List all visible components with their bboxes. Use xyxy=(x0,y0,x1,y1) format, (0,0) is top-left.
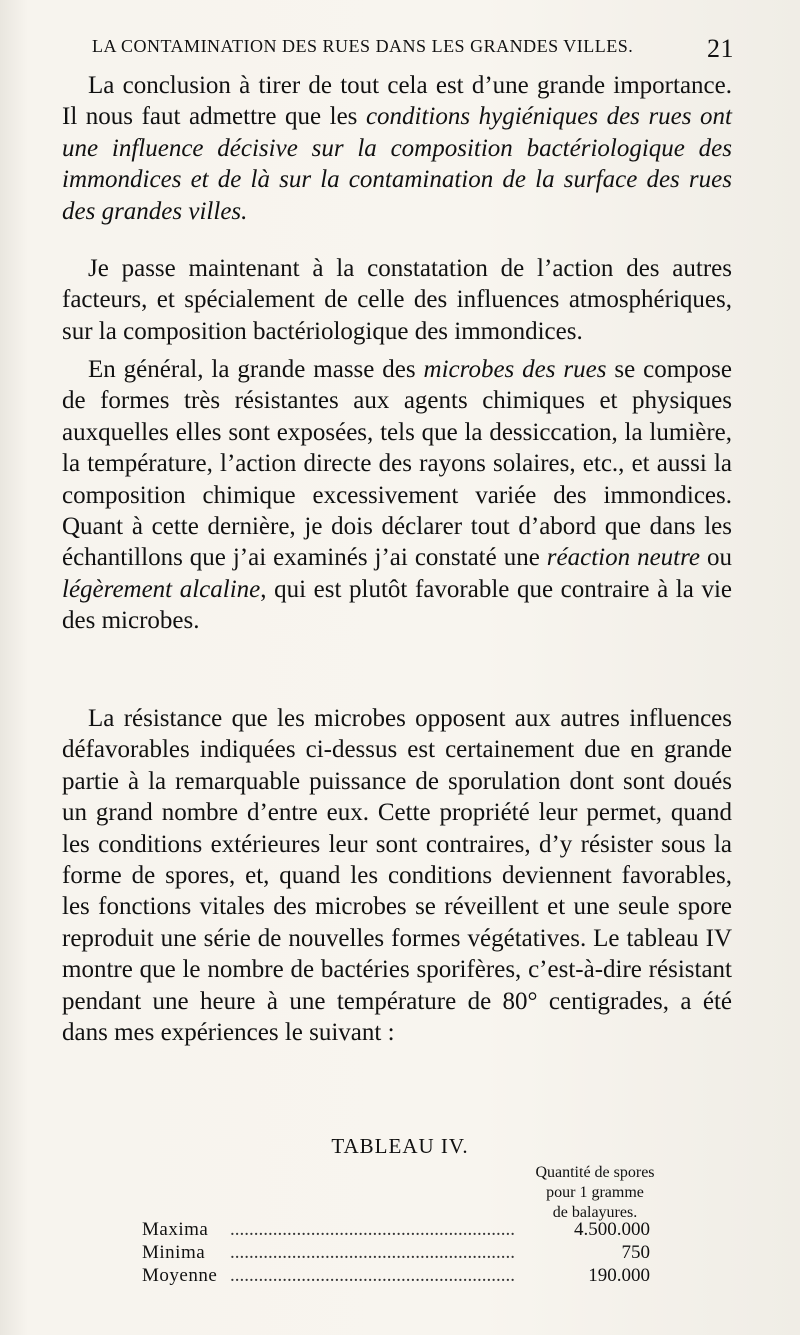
italic-text-run: légèrement alcaline xyxy=(62,575,261,603)
table-row xyxy=(142,1218,662,1241)
table-body xyxy=(142,1218,662,1287)
paragraph-3 xyxy=(62,354,732,637)
row-label: Moyenne xyxy=(142,1265,218,1286)
table-row xyxy=(142,1241,662,1264)
leader-dots: ............................................................ xyxy=(230,1265,515,1286)
italic-text-run: réaction neutre xyxy=(546,544,701,572)
table-row xyxy=(142,1264,662,1287)
leader-dots: ............................................................ xyxy=(230,1242,515,1263)
paragraph-1 xyxy=(62,70,732,227)
column-header-line: Quantité de spores xyxy=(535,1164,655,1181)
row-value: 4.500.000 xyxy=(574,1219,650,1240)
italic-text-run: conditions hygiéniques des rues ont une influence décisive sur la composition bactériologique des immondices et de là sur la contamination de la surface des rues des grandes villes. xyxy=(62,103,732,225)
leader-dots: ............................................................ xyxy=(230,1219,515,1240)
text-run: se compose de formes très résistantes aux agents chimiques et physiques auxquelles elles sont exposées, tels que la dessiccation, la lumière, la température, l’action directe des rayons solaires, etc., et aussi la composition chimique excessivement variée des immondices. Quant à cette dernière, je dois déclarer tout d’abord que dans les échantillons que j’ai examinés j’ai constaté une xyxy=(62,356,733,572)
table-column-header xyxy=(520,1163,670,1223)
row-label: Maxima xyxy=(142,1219,209,1240)
table-title: TABLEAU IV. xyxy=(331,1134,469,1158)
page-number: 21 xyxy=(707,34,734,63)
text-run: ou xyxy=(700,544,732,572)
page-header xyxy=(92,36,734,68)
text-run: , qui est plutôt favorable que contraire à la vie des microbes. xyxy=(62,575,732,635)
row-value: 750 xyxy=(621,1242,650,1263)
row-label: Minima xyxy=(142,1242,206,1263)
text-run: La résistance que les microbes opposent aux autres influences défavorables indiquées ci-dessus est certainement due en grande partie à la remarquable puissance de sporulation dont sont doués un grand nombre d’entre eux. Cette propriété leur permet, quand les conditions extérieures leur sont contraires, d’y résister sous la forme de spores, et, quand les conditions deviennent favorables, les fonctions vitales des microbes se réveillent et une seule spore reproduit une série de nouvelles formes végétatives. Le tableau IV montre que le nombre de bactéries sporifères, c’est-à-dire résistant pendant une heure à une température de 80° centigrades, a été dans mes expériences le suivant : xyxy=(62,705,732,1047)
text-run: Je passe maintenant à la constatation de l’action des autres facteurs, et spécialement de celle des influences atmosphériques, sur la composition bactériologique des immondices. xyxy=(62,255,732,345)
column-header-line: pour 1 gramme xyxy=(546,1184,644,1201)
italic-text-run: microbes des rues xyxy=(423,356,607,383)
text-run: En général, la grande masse des xyxy=(88,356,424,383)
paragraph-4 xyxy=(62,703,732,1048)
row-value: 190.000 xyxy=(588,1265,650,1286)
running-title: LA CONTAMINATION DES RUES DANS LES GRANDES VILLES. xyxy=(92,36,634,56)
column-header-line: de balayures. xyxy=(552,1204,638,1221)
text-run: La conclusion à tirer de tout cela est d’une grande importance. Il nous faut admettre que les xyxy=(62,72,732,131)
paragraph-2 xyxy=(62,253,732,347)
